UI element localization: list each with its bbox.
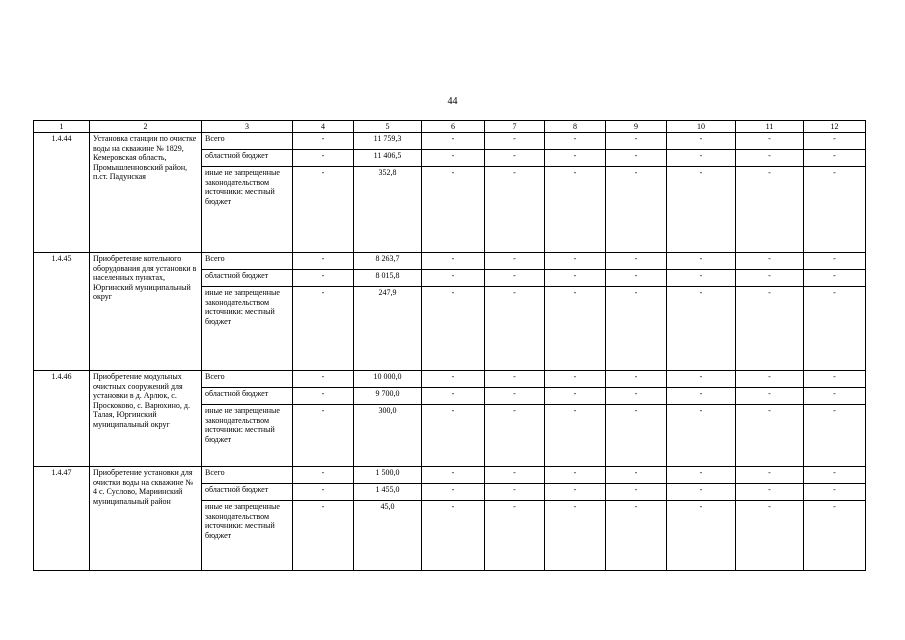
value-cell: - — [606, 371, 667, 388]
value-cell: - — [545, 133, 606, 150]
col-header: 12 — [804, 121, 866, 133]
item-name: Установка станции по очистке воды на скважине № 1829, Кемеровская область, Промышленновский район, п.ст. Падунская — [90, 133, 202, 253]
value-cell: - — [667, 371, 736, 388]
value-cell: - — [422, 270, 485, 287]
value-cell: - — [545, 388, 606, 405]
value-cell: - — [422, 133, 485, 150]
value-cell: - — [736, 388, 804, 405]
value-cell: - — [485, 388, 545, 405]
item-number: 1.4.44 — [34, 133, 90, 253]
value-cell: - — [422, 467, 485, 484]
value-cell: - — [804, 467, 866, 484]
value-cell: - — [667, 270, 736, 287]
col-header: 7 — [485, 121, 545, 133]
col-header: 9 — [606, 121, 667, 133]
value-cell: - — [736, 167, 804, 253]
value-cell: - — [422, 484, 485, 501]
value-cell: - — [667, 405, 736, 467]
col-header: 4 — [293, 121, 354, 133]
source-label: иные не запрещенные законодательством источники: местный бюджет — [202, 501, 293, 571]
value-cell: 11 759,3 — [354, 133, 422, 150]
value-cell: - — [606, 253, 667, 270]
value-cell: - — [545, 467, 606, 484]
source-label: областной бюджет — [202, 150, 293, 167]
value-cell: - — [485, 501, 545, 571]
value-cell: - — [804, 270, 866, 287]
value-cell: - — [293, 287, 354, 371]
source-label: областной бюджет — [202, 270, 293, 287]
value-cell: - — [485, 371, 545, 388]
value-cell: - — [485, 467, 545, 484]
value-cell: - — [485, 484, 545, 501]
value-cell: 9 700,0 — [354, 388, 422, 405]
value-cell: - — [606, 405, 667, 467]
value-cell: 352,8 — [354, 167, 422, 253]
value-cell: - — [485, 167, 545, 253]
value-cell: - — [804, 405, 866, 467]
value-cell: - — [293, 150, 354, 167]
value-cell: - — [422, 150, 485, 167]
col-header: 5 — [354, 121, 422, 133]
value-cell: - — [667, 388, 736, 405]
source-label: Всего — [202, 371, 293, 388]
value-cell: - — [606, 287, 667, 371]
value-cell: - — [606, 467, 667, 484]
item-name: Приобретение установки для очистки воды на скважине № 4 с. Суслово, Мариинский муниципальный район — [90, 467, 202, 571]
value-cell: - — [422, 388, 485, 405]
value-cell: - — [736, 287, 804, 371]
value-cell: - — [667, 501, 736, 571]
value-cell: - — [545, 501, 606, 571]
value-cell: - — [736, 501, 804, 571]
value-cell: - — [804, 253, 866, 270]
value-cell: - — [545, 270, 606, 287]
value-cell: - — [606, 501, 667, 571]
header-row — [34, 121, 866, 133]
value-cell: 8 263,7 — [354, 253, 422, 270]
value-cell: - — [293, 371, 354, 388]
value-cell: - — [606, 150, 667, 167]
col-header: 6 — [422, 121, 485, 133]
value-cell: - — [545, 484, 606, 501]
value-cell: 247,9 — [354, 287, 422, 371]
value-cell: - — [736, 484, 804, 501]
value-cell: - — [606, 270, 667, 287]
value-cell: - — [736, 467, 804, 484]
source-label: областной бюджет — [202, 484, 293, 501]
value-cell: - — [667, 484, 736, 501]
value-cell: - — [485, 287, 545, 371]
value-cell: - — [667, 150, 736, 167]
item-number: 1.4.46 — [34, 371, 90, 467]
item-number: 1.4.45 — [34, 253, 90, 371]
value-cell: - — [293, 167, 354, 253]
value-cell: 45,0 — [354, 501, 422, 571]
value-cell: - — [736, 253, 804, 270]
page-number: 44 — [447, 96, 458, 107]
item-name: Приобретение котельного оборудования для установки в населенных пунктах, Юргинский муниципальный округ — [90, 253, 202, 371]
value-cell: - — [485, 253, 545, 270]
col-header: 1 — [34, 121, 90, 133]
value-cell: - — [804, 484, 866, 501]
value-cell: - — [736, 405, 804, 467]
value-cell: - — [422, 167, 485, 253]
table-row — [34, 133, 866, 150]
value-cell: - — [667, 167, 736, 253]
value-cell: - — [804, 388, 866, 405]
value-cell: - — [545, 287, 606, 371]
value-cell: - — [293, 388, 354, 405]
source-label: областной бюджет — [202, 388, 293, 405]
value-cell: - — [667, 467, 736, 484]
source-label: иные не запрещенные законодательством источники: местный бюджет — [202, 167, 293, 253]
value-cell: - — [422, 253, 485, 270]
value-cell: 8 015,8 — [354, 270, 422, 287]
value-cell: - — [293, 405, 354, 467]
value-cell: - — [804, 167, 866, 253]
col-header: 8 — [545, 121, 606, 133]
value-cell: 1 455,0 — [354, 484, 422, 501]
col-header: 11 — [736, 121, 804, 133]
value-cell: - — [804, 133, 866, 150]
value-cell: - — [293, 253, 354, 270]
value-cell: - — [293, 270, 354, 287]
value-cell: - — [736, 270, 804, 287]
value-cell: - — [804, 287, 866, 371]
value-cell: - — [545, 253, 606, 270]
value-cell: - — [606, 484, 667, 501]
value-cell: - — [606, 133, 667, 150]
value-cell: - — [422, 405, 485, 467]
value-cell: - — [293, 467, 354, 484]
table-row — [34, 467, 866, 484]
source-label: Всего — [202, 133, 293, 150]
source-label: Всего — [202, 467, 293, 484]
value-cell: - — [545, 150, 606, 167]
value-cell: - — [422, 287, 485, 371]
value-cell: - — [606, 167, 667, 253]
value-cell: 10 000,0 — [354, 371, 422, 388]
item-name: Приобретение модульных очистных сооружений для установки в д. Арлюк, с. Проскоково, с. Варюхино, д. Талая, Юргинский муниципальный округ — [90, 371, 202, 467]
value-cell: - — [545, 371, 606, 388]
budget-table — [33, 120, 866, 571]
value-cell: - — [293, 484, 354, 501]
value-cell: - — [422, 371, 485, 388]
value-cell: - — [545, 405, 606, 467]
value-cell: - — [485, 150, 545, 167]
value-cell: - — [736, 133, 804, 150]
source-label: иные не запрещенные законодательством источники: местный бюджет — [202, 287, 293, 371]
value-cell: - — [736, 371, 804, 388]
value-cell: - — [804, 501, 866, 571]
value-cell: - — [606, 388, 667, 405]
col-header: 3 — [202, 121, 293, 133]
value-cell: - — [422, 501, 485, 571]
value-cell: - — [485, 133, 545, 150]
table-row — [34, 371, 866, 388]
item-number: 1.4.47 — [34, 467, 90, 571]
col-header: 2 — [90, 121, 202, 133]
value-cell: - — [804, 150, 866, 167]
value-cell: - — [667, 133, 736, 150]
value-cell: 11 406,5 — [354, 150, 422, 167]
table-row — [34, 253, 866, 270]
value-cell: - — [293, 133, 354, 150]
col-header: 10 — [667, 121, 736, 133]
value-cell: - — [485, 270, 545, 287]
source-label: Всего — [202, 253, 293, 270]
value-cell: - — [667, 287, 736, 371]
value-cell: - — [485, 405, 545, 467]
value-cell: - — [804, 371, 866, 388]
value-cell: 1 500,0 — [354, 467, 422, 484]
value-cell: - — [667, 253, 736, 270]
value-cell: - — [545, 167, 606, 253]
value-cell: 300,0 — [354, 405, 422, 467]
value-cell: - — [293, 501, 354, 571]
source-label: иные не запрещенные законодательством источники: местный бюджет — [202, 405, 293, 467]
value-cell: - — [736, 150, 804, 167]
